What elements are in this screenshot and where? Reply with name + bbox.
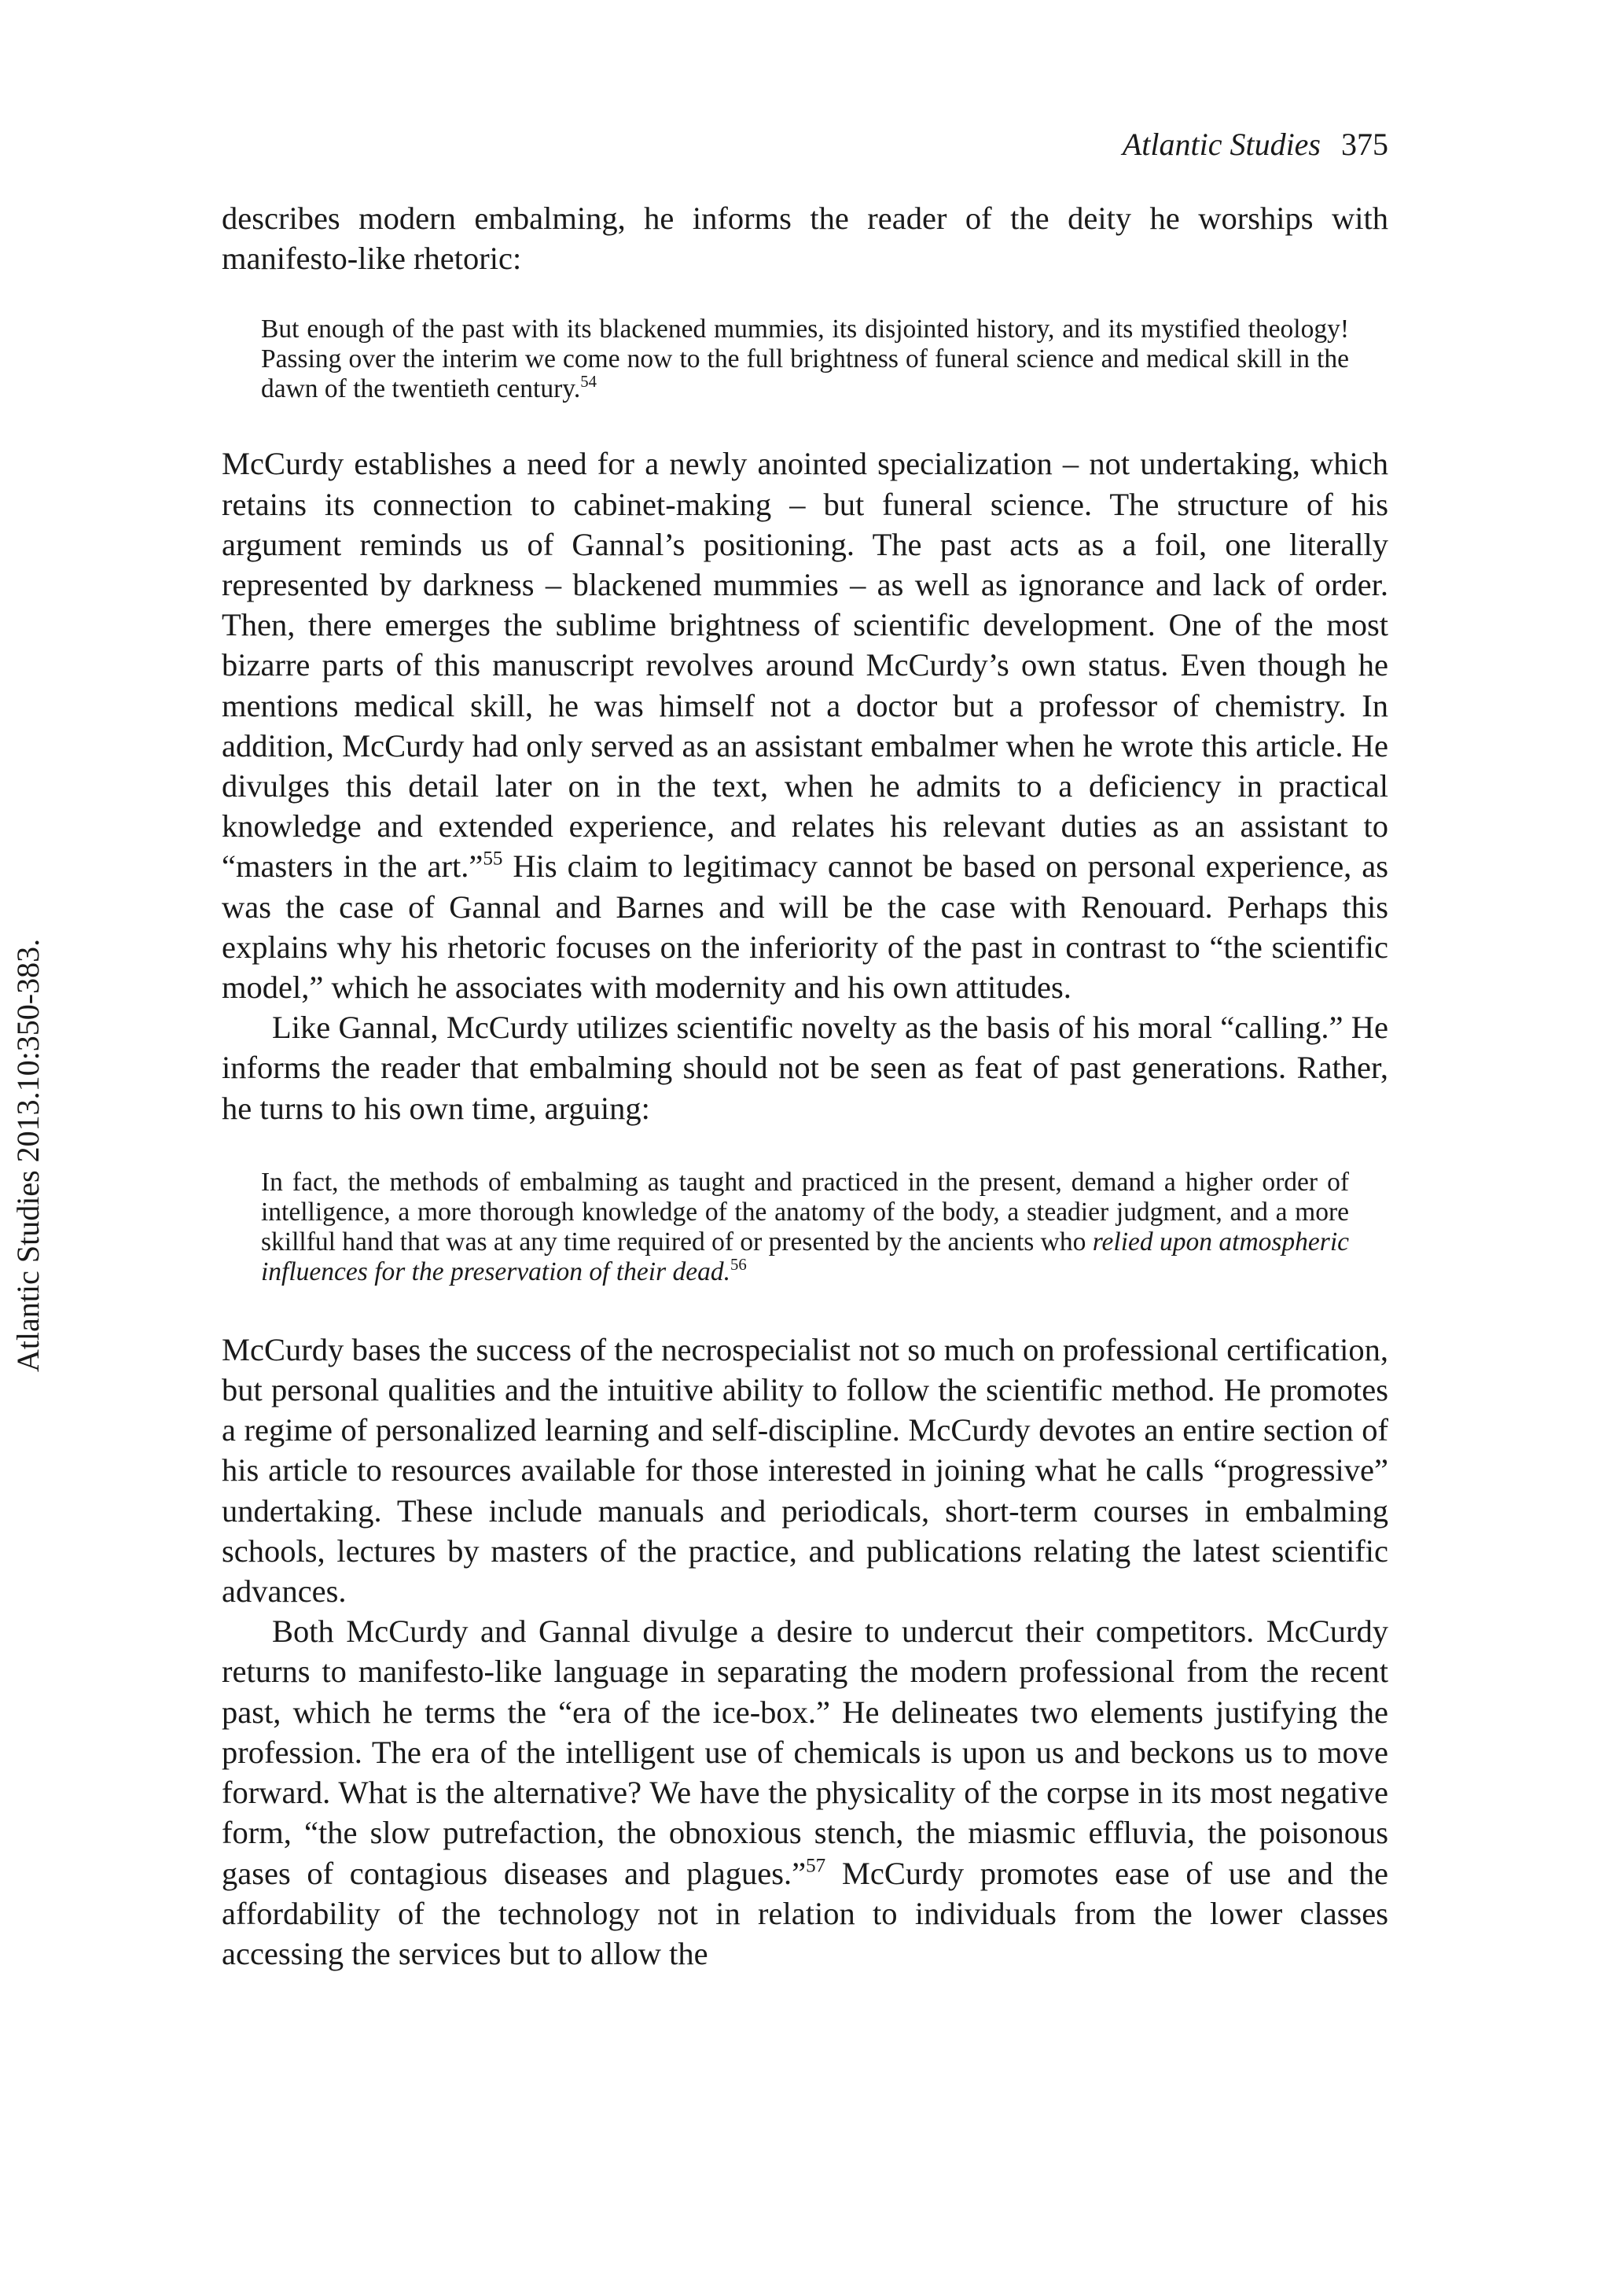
footnote-ref-57: 57 <box>806 1854 826 1876</box>
side-citation: Atlantic Studies 2013.10:350-383. <box>10 938 46 1372</box>
paragraph-2-part-b: His claim to legitimacy cannot be based on personal experience, as was the case of Gannal and Barnes and will be the case with Renouard. Perhaps this explains why his rhetoric focuses on the inferiority of the past in contrast to “the scientific model,” which he associates with modernity and his own attitudes. <box>222 848 1388 1006</box>
paragraph-3: Like Gannal, McCurdy utilizes scientific novelty as the basis of his moral “calling.” He informs the reader that embalming should not be seen as feat of past generations. Rather, he turns to his own time, arguing: <box>222 1010 1388 1126</box>
block-quote-2 <box>222 1168 1388 1287</box>
quote-2-text: In fact, the methods of embalming as taught and practiced in the present, demand a higher order of intelligence, a more thorough knowledge of the anatomy of the body, a steadier judgment, and a more skillful hand that was at any time required of or presented by the ancients who <box>261 1167 1349 1257</box>
paragraph-2-part-a: McCurdy establishes a need for a newly anointed specialization – not undertaking, which retains its connection to cabinet-making – but funeral science. The structure of his argument reminds us of Gannal’s positioning. The past acts as a foil, one literally represented by darkness – blackened mummies – as well as ignorance and lack of order. Then, there emerges the sublime brightness of scientific development. One of the most bizarre parts of this manuscript revolves around McCurdy’s own status. Even though he mentions medical skill, he was himself not a doctor but a professor of chemistry. In addition, McCurdy had only served as an assistant embalmer when he wrote this article. He divulges this detail later on in the text, when he admits to a deficiency in practical knowledge and extended experience, and relates his relevant duties as an assistant to “masters in the art.” <box>222 446 1388 885</box>
journal-title: Atlantic Studies <box>1122 127 1321 162</box>
article-body <box>222 198 1388 1974</box>
page-number: 375 <box>1341 127 1388 162</box>
running-head <box>1123 126 1388 164</box>
paragraph-5-part-a: Both McCurdy and Gannal divulge a desire to undercut their competitors. McCurdy returns to manifesto-like language in separating the modern professional from the recent past, which he terms the “era of the ice-box.” He delineates two elements justifying the profession. The era of the intelligent use of chemicals is upon us and beckons us to move forward. What is the alternative? We have the physicality of the corpse in its most negative form, “the slow putrefaction, the obnoxious stench, the miasmic effluvia, the poisonous gases of contagious diseases and plagues.” <box>222 1613 1388 1891</box>
paragraph-2 <box>222 443 1388 1007</box>
paragraph-1: describes modern embalming, he informs the reader of the deity he worships with manifesto-like rhetoric: <box>222 201 1388 277</box>
footnote-ref-56: 56 <box>730 1255 747 1274</box>
quote-1-text: But enough of the past with its blackened mummies, its disjointed history, and its mystified theology! Passing over the interim we come now to the full brightness of funeral science and medical skill in the dawn of the twentieth century. <box>261 315 1349 404</box>
footnote-ref-54: 54 <box>580 373 597 392</box>
paragraph-4: McCurdy bases the success of the necrospecialist not so much on professional certification, but personal qualities and the intuitive ability to follow the scientific method. He promotes a regime of personalized learning and self-discipline. McCurdy devotes an entire section of his article to resources available for those interested in joining what he calls “progressive” undertaking. These include manuals and periodicals, short-term courses in embalming schools, lectures by masters of the practice, and publications relating the latest scientific advances. <box>222 1331 1388 1610</box>
quote-2-italic: relied upon atmospheric influences for the preservation of their dead. <box>261 1227 1350 1286</box>
paragraph-5 <box>222 1611 1388 1974</box>
paragraph-5-part-b: McCurdy promotes ease of use and the affordability of the technology not in relation to individuals from the lower classes accessing the services but to allow the <box>222 1855 1388 1971</box>
block-quote-1 <box>222 315 1388 404</box>
footnote-ref-55: 55 <box>483 848 503 870</box>
